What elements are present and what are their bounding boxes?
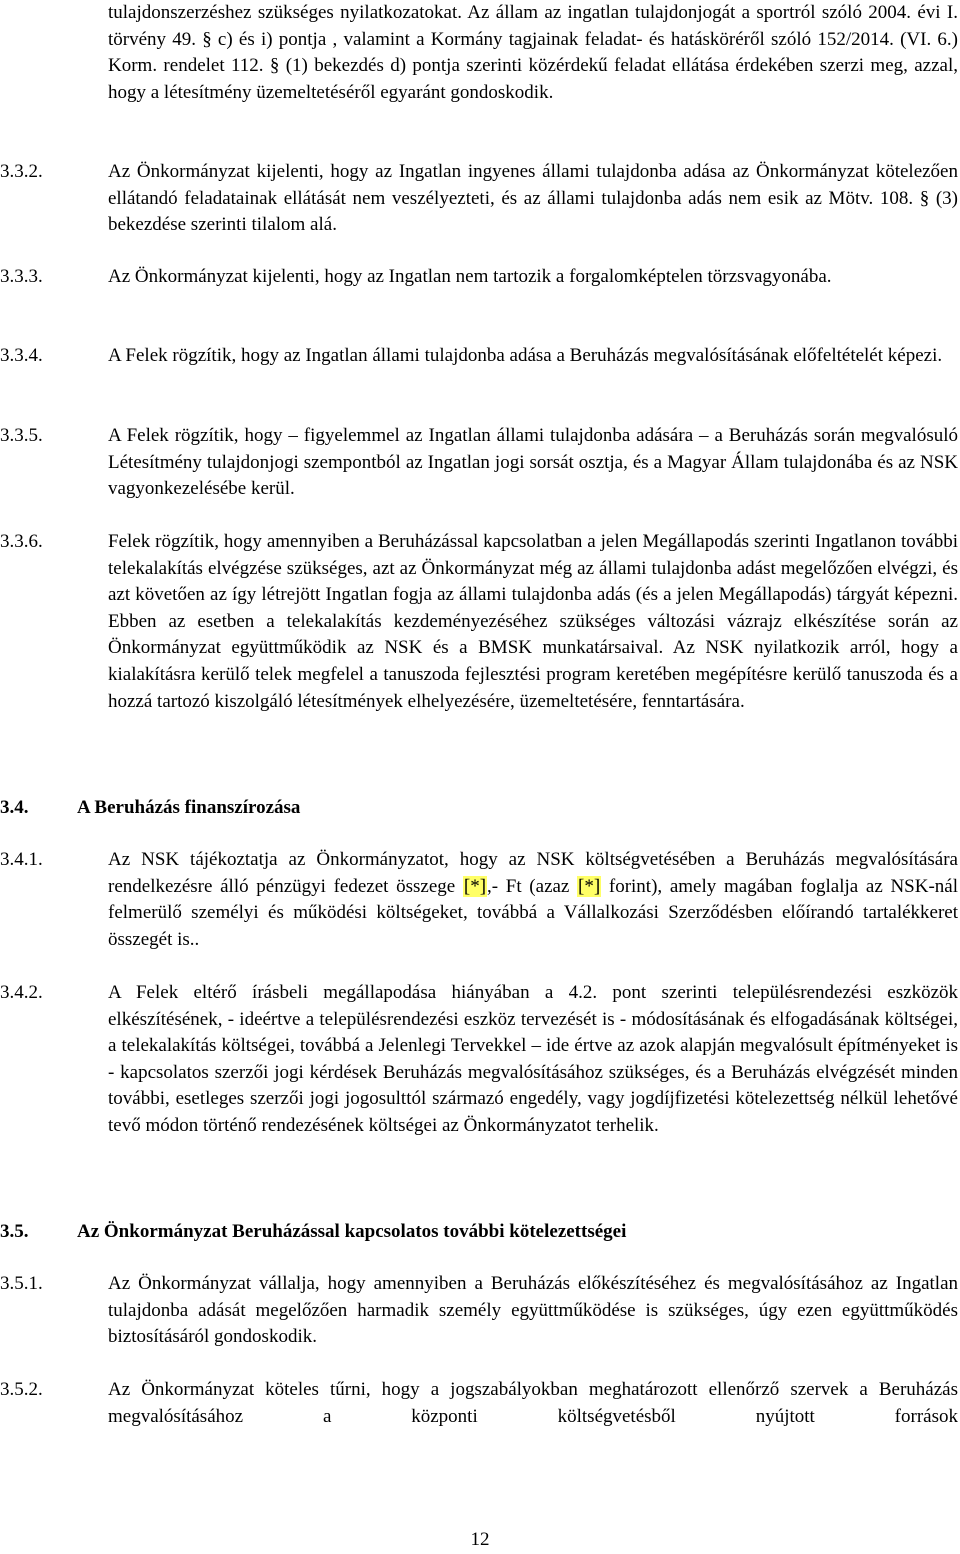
section-number: 3.3.6.: [0, 531, 43, 552]
text-part: Az NSK tájékoztatja az Önkormányzatot, hogy az NSK költségvetésében a Beruházás megvalósítására rendelkezésre álló pénzügyi fedezet összege: [108, 849, 958, 897]
section-text: Felek rögzítik, hogy amennyiben a Beruházással kapcsolatban a jelen Megállapodás szerinti Ingatlanon további telekalakítás elvégzése szükséges, azt az Önkormányzat még az állami tulajdonba adást megelőzően elvégzi, és azt követően az így létrejött Ingatlan fogja az állami tulajdonba adás (és a jelen Megállapodás) tárgyát képezni. Ebben az esetben a telekalakítás kezdeményezéséhez szükséges változási vázrajz elkészítése során az Önkormányzat együttműködik az NSK és a BMSK munkatársaival. Az NSK nyilatkozik arról, hogy a kialakításra kerülő telek megfelel a tanuszoda fejlesztési program keretében megépítésre kerülő tanuszoda és a hozzá tartozó kiszolgáló létesítmények elhelyezésére, üzemeltetésére, fenntartására.: [108, 531, 958, 712]
heading-number: 3.4.: [0, 797, 29, 818]
section-number: 3.4.2.: [0, 982, 43, 1003]
intro-paragraph: tulajdonszerzéshez szükséges nyilatkozatokat. Az állam az ingatlan tulajdonjogát a sportról szóló 2004. évi I. törvény 49. § c) és i) pontja , valamint a Kormány tagjainak feladat- és hatásköréről szóló 152/2014. (VI. 6.) Korm. rendelet 112. § (1) bekezdés d) pontja szerinti közérdekű feladat ellátása érdekében szerzi meg, azzal, hogy a létesítmény üzemeltetéséről egyaránt gondoskodik.: [108, 2, 958, 103]
section-3-3-3: [0, 264, 958, 291]
heading-title: A Beruházás finanszírozása: [77, 797, 301, 818]
amount-placeholder: [*]: [463, 875, 487, 897]
section-text: Az Önkormányzat kijelenti, hogy az Ingatlan ingyenes állami tulajdonba adása az Önkormányzat kötelezően ellátandó feladatainak ellátását nem veszélyezteti, és az állami tulajdonba adás nem esik az Mötv. 108. § (3) bekezdése szerinti tilalom alá.: [108, 161, 958, 236]
text-part: ,- Ft (azaz: [487, 875, 578, 897]
section-3-3-6: [0, 529, 958, 715]
section-3-4-2: [0, 980, 958, 1140]
section-3-5-1: [0, 1271, 958, 1351]
section-3-3-4: [0, 343, 958, 370]
page-number: 12: [470, 1529, 490, 1550]
heading-title: Az Önkormányzat Beruházással kapcsolatos további kötelezettségei: [77, 1221, 627, 1242]
section-text: Az Önkormányzat kijelenti, hogy az Ingatlan nem tartozik a forgalomképtelen törzsvagyonába.: [108, 266, 832, 287]
section-number: 3.3.2.: [0, 161, 43, 182]
section-3-5-2: [0, 1377, 958, 1430]
section-number: 3.4.1.: [0, 849, 43, 870]
section-text: A Felek rögzítik, hogy az Ingatlan állami tulajdonba adása a Beruházás megvalósításának előfeltételét képezi.: [108, 345, 943, 366]
section-3-3-5: [0, 423, 958, 503]
section-text: A Felek eltérő írásbeli megállapodása hiányában a 4.2. pont szerinti településrendezési eszközök elkészítésének, - ideértve a településrendezési eszköz tervezését is - módosításának és elfogadásának költségei, a telekalakítás költségei, továbbá a Jelenlegi Tervekkel – ide értve az azok alapján megvalósult építményeket is - kapcsolatos szerzői jogi kérdések Beruházás megvalósításához szükséges, és a Beruházás elvégzését minden további, esetleges szerzői jogi jogosulttól származó engedély, vagy jogdíjfizetési kötelezettség nélkül lehetővé tevő módon történő rendezésének költségei az Önkormányzatot terhelik.: [108, 982, 958, 1136]
heading-number: 3.5.: [0, 1221, 29, 1242]
section-number: 3.3.4.: [0, 345, 43, 366]
amount-words-placeholder: [*]: [578, 875, 601, 897]
section-text: [108, 847, 958, 953]
section-text: Az Önkormányzat vállalja, hogy amennyiben a Beruházás előkészítéséhez és megvalósításához az Ingatlan tulajdonba adását megelőzően harmadik személy együttműködése is szükséges, úgy ezen együttműködés biztosításáról gondoskodik.: [108, 1273, 958, 1348]
section-text: Az Önkormányzat köteles tűrni, hogy a jogszabályokban meghatározott ellenőrző szervek a Beruházás megvalósításához a központi költségvetésből nyújtott források: [108, 1379, 958, 1427]
section-number: 3.5.2.: [0, 1379, 43, 1400]
section-3-3-2: [0, 159, 958, 239]
text-part: forint), amely magában foglalja az NSK-nál felmerülő személyi és működési költségeket, továbbá a Vállalkozási Szerződésben előírandó tartalékkeret összegét is..: [108, 875, 958, 950]
section-number: 3.3.5.: [0, 425, 43, 446]
section-number: 3.3.3.: [0, 266, 43, 287]
section-3-4-1: [0, 847, 958, 953]
section-text: A Felek rögzítik, hogy – figyelemmel az Ingatlan állami tulajdonba adására – a Beruházás során megvalósuló Létesítmény tulajdonjogi szempontból az Ingatlan jogi sorsát osztja, és a Magyar Állam tulajdonába és az NSK vagyonkezelésébe kerül.: [108, 425, 958, 500]
section-number: 3.5.1.: [0, 1273, 43, 1294]
